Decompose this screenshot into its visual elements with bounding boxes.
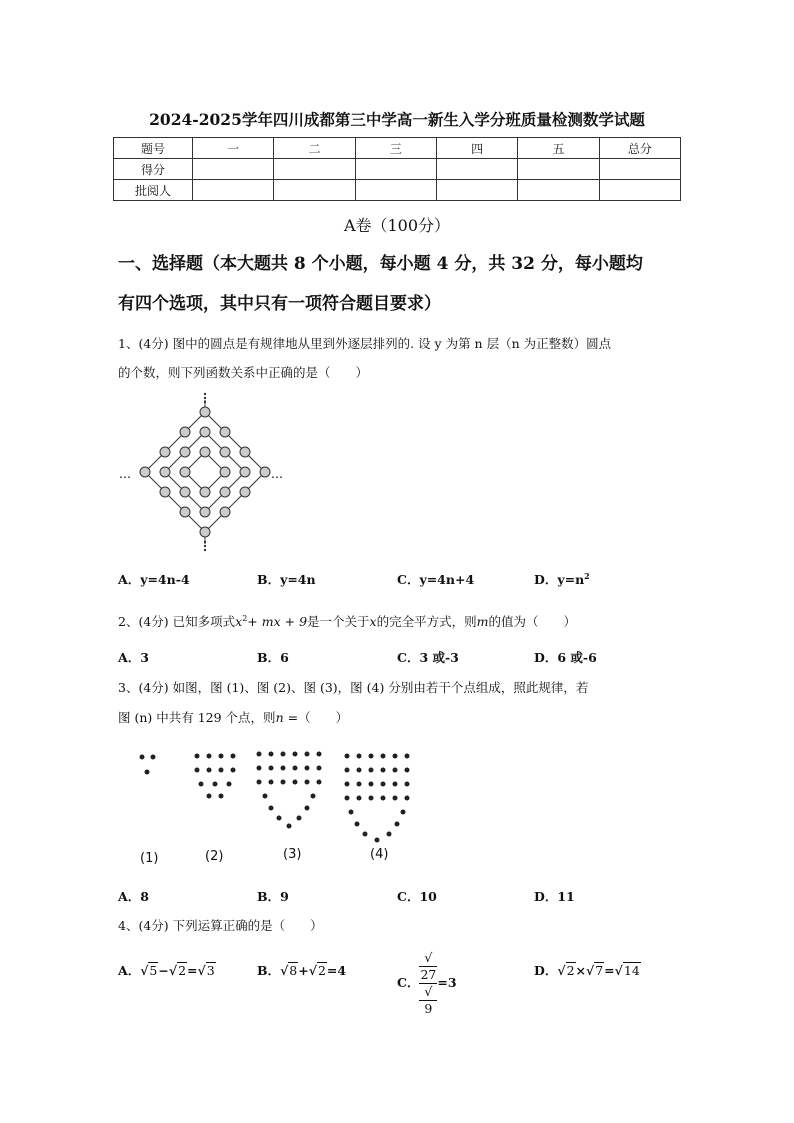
right-ellipsis: …	[271, 467, 283, 481]
section-heading-line2: 有四个选项，其中只有一项符合题目要求）	[118, 294, 441, 314]
q4-option-a-label: A．	[118, 963, 141, 978]
q1-option-a[interactable]: A．y=4n-4	[118, 572, 190, 587]
q1-option-d-exponent: 2	[584, 570, 590, 581]
diagram-dots	[140, 407, 270, 537]
table-cell[interactable]	[355, 159, 436, 180]
q3-figure-label-2: (2)	[205, 849, 224, 864]
q4-option-c[interactable]	[397, 950, 457, 1017]
q1-option-c[interactable]: C．y=4n+4	[397, 572, 475, 587]
table-cell[interactable]	[436, 180, 517, 201]
table-cell: 四	[436, 138, 517, 159]
table-cell[interactable]	[274, 180, 355, 201]
q4-b-radicand-1: 8	[289, 963, 298, 978]
q3-var-n: n	[275, 710, 284, 725]
table-cell[interactable]	[518, 159, 599, 180]
q4-d-operator: ×	[575, 963, 586, 978]
q3-option-a[interactable]: A．8	[118, 889, 149, 904]
q4-b-operator: +	[298, 963, 309, 978]
table-cell: 三	[355, 138, 436, 159]
table-cell[interactable]	[193, 180, 274, 201]
table-cell[interactable]	[274, 159, 355, 180]
q4-a-equals: =	[187, 963, 198, 978]
q4-d-radicand-2: 7	[595, 963, 604, 978]
table-cell: 二	[274, 138, 355, 159]
q2-middle: 是一个关于	[307, 614, 370, 630]
q4-c-equals: =3	[437, 975, 457, 990]
q1-option-b[interactable]: B．y=4n	[257, 572, 316, 587]
left-ellipsis: …	[119, 467, 131, 481]
table-cell[interactable]	[193, 159, 274, 180]
q2-option-c[interactable]: C．3 或-3	[397, 650, 459, 665]
q3-line2-suffix: =（ ）	[283, 710, 349, 725]
q3-option-b[interactable]: B．9	[257, 889, 289, 904]
q4-c-fraction: √ 27 √ 9	[420, 950, 437, 1016]
q4-b-radicand-2: 2	[317, 963, 326, 978]
table-cell: 五	[518, 138, 599, 159]
q3-text-line2	[118, 705, 684, 730]
table-cell: 题号	[114, 138, 193, 159]
q4-option-c-label: C．	[397, 975, 420, 990]
q2-var-x: x	[369, 614, 377, 630]
table-cell[interactable]	[436, 159, 517, 180]
q1-dot-diagram	[115, 392, 295, 554]
q1-option-d-text: D．y=n	[534, 572, 585, 587]
q2-prefix: 2、(4分) 已知多项式	[118, 614, 236, 630]
q2-var-m: m	[476, 614, 489, 630]
q4-text: 4、(4分) 下列运算正确的是（ ）	[118, 918, 323, 933]
q4-b-equals: =4	[326, 963, 347, 978]
figure-1	[140, 755, 156, 775]
q4-d-radicand-1: 2	[566, 963, 575, 978]
figure-2	[195, 754, 236, 799]
q3-text-line1: 3、(4分) 如图，图 (1)、图 (2)、图 (3)，图 (4) 分别由若干个点组成，照此规律，若	[118, 680, 589, 695]
q4-c-numerator: 27	[420, 967, 437, 982]
q3-line2-prefix: 图 (n) 中共有 129 个点，则	[118, 710, 276, 725]
score-table-row	[114, 180, 681, 201]
q4-a-radicand-2: 2	[178, 963, 187, 978]
q2-suffix: 的值为（ ）	[488, 614, 576, 630]
score-table-row	[114, 159, 681, 180]
q4-d-radicand-3: 14	[623, 963, 640, 978]
table-cell[interactable]	[599, 159, 680, 180]
table-cell: 总分	[599, 138, 680, 159]
table-cell[interactable]	[355, 180, 436, 201]
exam-title: 2024-2025学年四川成都第三中学高一新生入学分班质量检测数学试题	[149, 110, 645, 129]
q2-middle2: 的完全平方式，则	[376, 614, 477, 630]
q4-option-a[interactable]: A．√5−√2=√3	[118, 963, 215, 978]
q4-option-b-label: B．	[257, 963, 281, 978]
q4-option-d[interactable]: D．√2×√7=√14	[534, 963, 640, 978]
q4-a-radicand-1: 5	[149, 963, 158, 978]
q4-c-denominator: 9	[419, 1000, 437, 1017]
q4-a-operator: −	[158, 963, 169, 978]
q1-option-d[interactable]	[534, 570, 590, 588]
q2-option-b[interactable]: B．6	[257, 650, 289, 665]
q2-text	[118, 606, 684, 634]
q3-option-c[interactable]: C．10	[397, 889, 437, 904]
score-table	[113, 137, 681, 201]
table-cell: 批阅人	[114, 180, 193, 201]
q2-expr-exponent: 2	[242, 614, 248, 623]
q4-a-radicand-3: 3	[206, 963, 215, 978]
q2-option-a[interactable]: A．3	[118, 650, 149, 665]
q1-text-line2: 的个数，则下列函数关系中正确的是（ ）	[118, 365, 369, 380]
q3-figure-label-3: (3)	[283, 847, 302, 862]
table-cell[interactable]	[599, 180, 680, 201]
table-cell[interactable]	[518, 180, 599, 201]
q3-figure-label-1: (1)	[140, 851, 159, 866]
q1-text-line1: 1、(4分) 图中的圆点是有规律地从里到外逐层排列的. 设 y 为第 n 层（n 为正整数）圆点	[118, 336, 612, 351]
q3-option-d[interactable]: D．11	[534, 889, 575, 904]
q2-expr-x: x	[235, 614, 243, 630]
volume-heading: A卷（100分）	[343, 216, 451, 235]
q3-figure-label-4: (4)	[370, 847, 389, 862]
q2-option-d[interactable]: D．6 或-6	[534, 650, 597, 665]
section-heading-line1: 一、选择题（本大题共 8 个小题，每小题 4 分，共 32 分，每小题均	[118, 254, 643, 274]
figure-4	[345, 754, 410, 843]
figure-3	[257, 752, 322, 829]
q4-option-d-label: D．	[534, 963, 558, 978]
q4-option-b[interactable]: B．√8+√2=4	[257, 963, 347, 978]
q4-d-equals: =	[604, 963, 615, 978]
score-table-header	[114, 138, 681, 159]
table-cell: 一	[193, 138, 274, 159]
table-cell: 得分	[114, 159, 193, 180]
q2-expr-rest: + mx + 9	[247, 614, 308, 630]
